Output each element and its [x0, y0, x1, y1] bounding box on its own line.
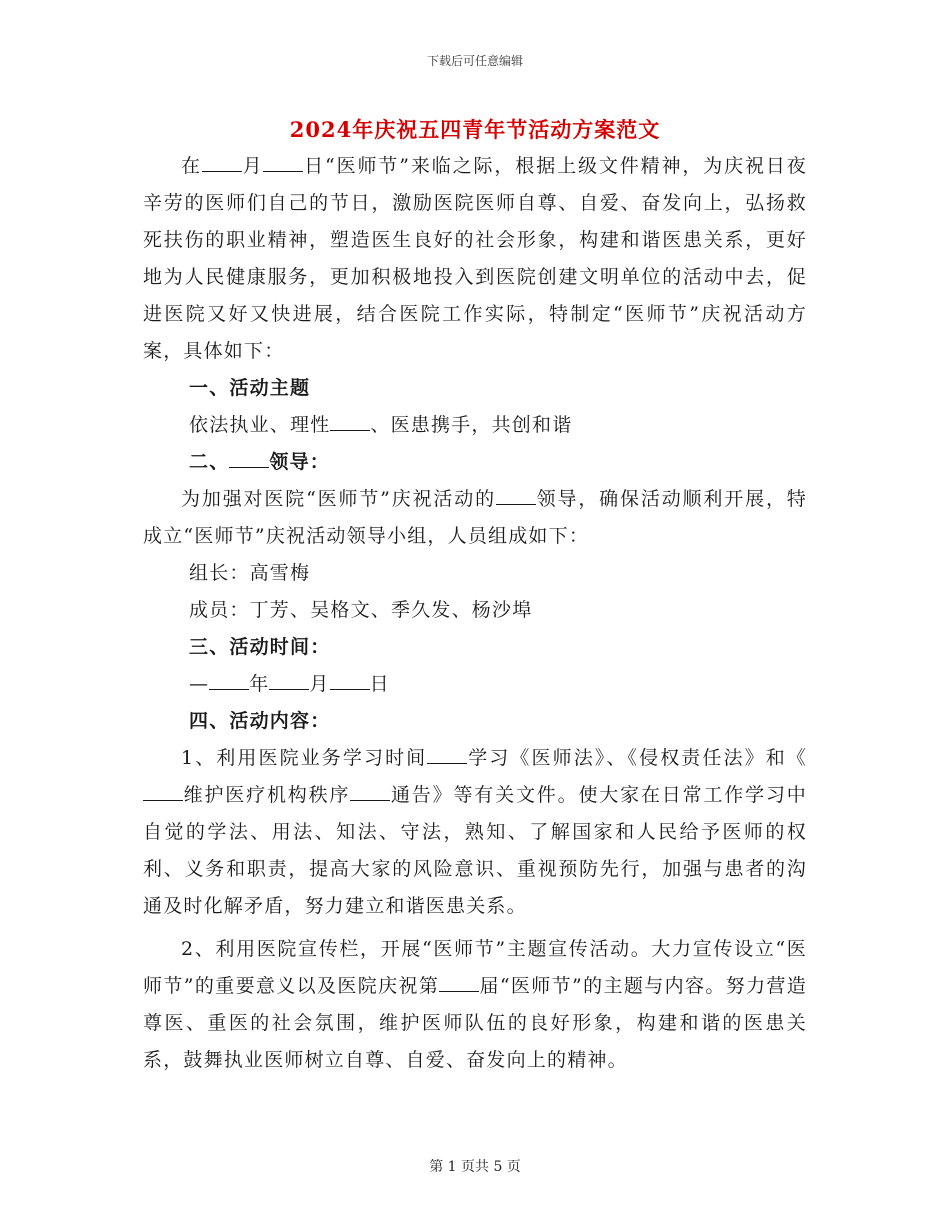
- section-heading-leadership: [143, 444, 807, 481]
- document-title: 2024年庆祝五四青年节活动方案范文: [289, 117, 661, 142]
- intro-text-1: 在: [181, 155, 202, 177]
- leadership-text-2: 领导，确保活动顺利开展，特成立“医师节”庆祝活动领导小组，人员组成如下：: [143, 488, 807, 547]
- time-month: 月: [309, 673, 330, 695]
- blank-line: [143, 782, 183, 801]
- blank-line: [269, 671, 309, 690]
- intro-text-3: 日“医师节”来临之际，根据上级文件精神，为庆祝日夜辛劳的医师们自己的节日，激励医院医师自尊、自爱、奋发向上，弘扬救死扶伤的职业精神，塑造医生良好的社会形象，构建和谐医患关系，更好地为人民健康服务，更加积极地投入到医院创建文明单位的活动中去，促进医院又好又快进展，结合医院工作实际，特制定“医师节”庆祝活动方案，具体如下：: [143, 155, 808, 362]
- blank-line: [263, 153, 303, 172]
- blank-line: [427, 745, 467, 764]
- leader-line: 组长：高雪梅: [189, 562, 311, 584]
- time-line: [143, 666, 807, 703]
- item1-text-d: 通告》等有关文件。使大家在日常工作学习中自觉的学法、用法、知法、守法，熟知、了解国家和人民给予医师的权利、义务和职责，提高大家的风险意识、重视预防先行，加强与患者的沟通及时化解矛盾，努力建立和谐医患关系。: [143, 784, 807, 917]
- members-line: 成员：丁芳、吴格文、季久发、杨沙埠: [189, 599, 533, 621]
- document-body: [143, 148, 807, 1079]
- intro-paragraph: [143, 148, 807, 370]
- item1-text-c: 维护医疗机构秩序: [183, 784, 351, 806]
- item1-text-a: 1、利用医院业务学习时间: [181, 747, 428, 769]
- leadership-paragraph: [143, 481, 807, 555]
- theme-text-2: 、医患携手，共创和谐: [370, 414, 573, 436]
- content-item-2: [143, 931, 807, 1079]
- time-dash: —: [189, 673, 210, 695]
- leadership-text-1: 为加强对医院“医师节”庆祝活动的: [181, 488, 496, 510]
- blank-line: [350, 782, 390, 801]
- item2-text-b: 届“医师节”的主题与内容。努力营造尊医、重医的社会氛围，维护医师队伍的良好形象，构建和谐的医患关系，鼓舞执业医师树立自尊、自爱、奋发向上的精神。: [143, 975, 808, 1071]
- blank-line: [330, 671, 370, 690]
- item1-text-b: 学习《医师法》、《侵权责任法》和《: [467, 747, 807, 769]
- intro-text-2: 月: [241, 155, 264, 177]
- section-heading-theme: 一、活动主题: [189, 377, 311, 399]
- blank-line: [202, 153, 242, 172]
- blank-line: [330, 412, 370, 431]
- theme-text: [143, 407, 807, 444]
- blank-line: [229, 449, 269, 468]
- leadership-heading-a: 二、: [189, 451, 230, 473]
- blank-line: [209, 671, 249, 690]
- item2-text-a: 2、利用医院宣传栏，开展“医师节”主题宣传活动。大力宣传设立“医师节”的重要意义以及医院庆祝第: [143, 938, 807, 997]
- page-footer: 第 1 页共 5 页: [429, 1159, 521, 1175]
- header-note: 下载后可任意编辑: [426, 54, 523, 68]
- section-heading-time: 三、活动时间：: [189, 636, 331, 658]
- blank-line: [439, 973, 479, 992]
- leadership-heading-b: 领导：: [269, 451, 331, 473]
- blank-line: [496, 486, 536, 505]
- section-heading-content: 四、活动内容：: [189, 710, 331, 732]
- time-day: 日: [369, 673, 390, 695]
- time-year: 年: [249, 673, 270, 695]
- content-item-1: [143, 740, 807, 925]
- theme-text-1: 依法执业、理性: [189, 414, 331, 436]
